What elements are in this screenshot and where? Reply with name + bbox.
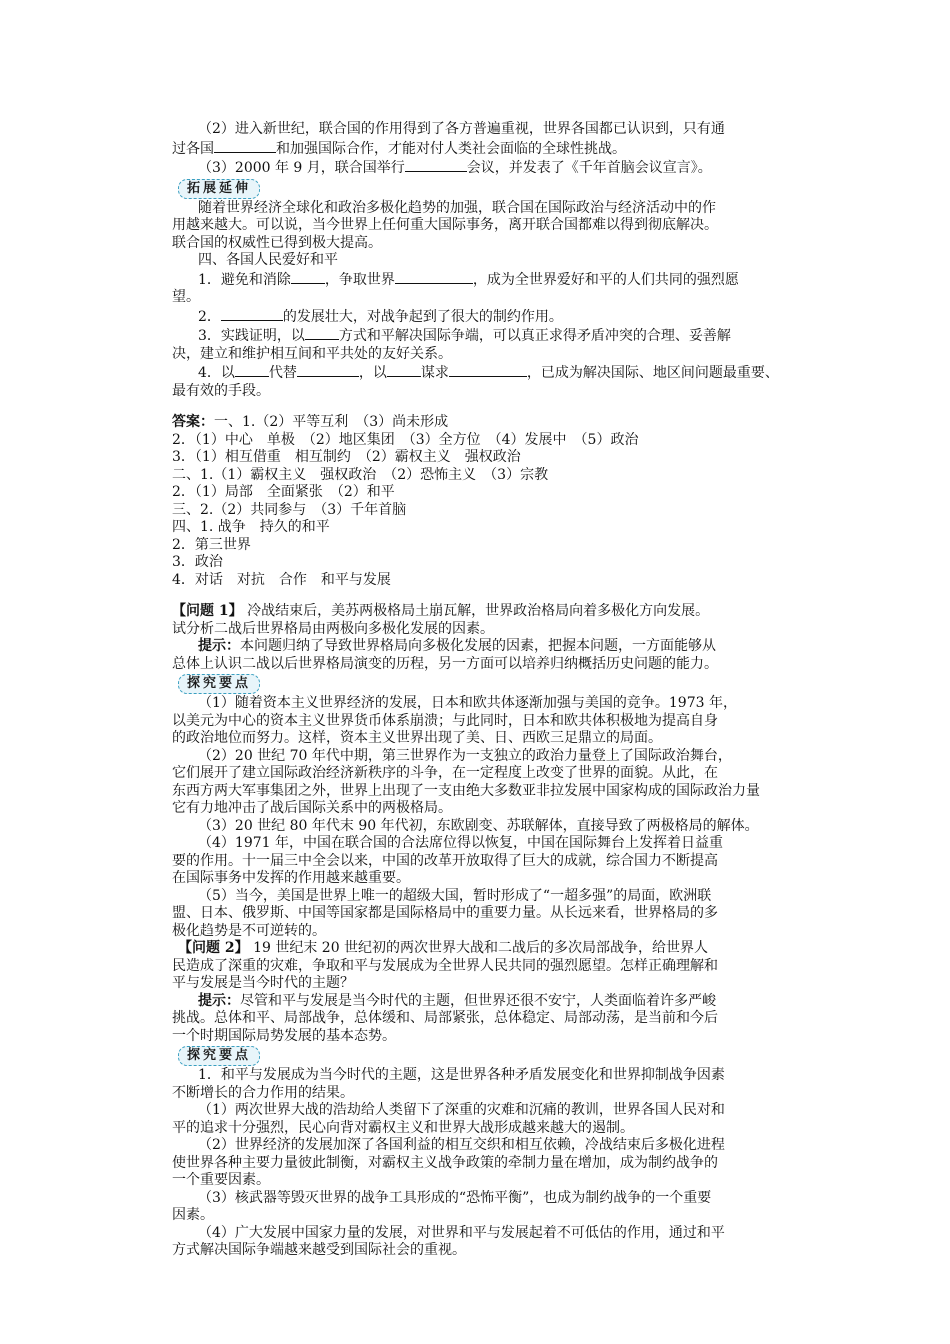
text: ，已成为解决国际、地区间问题最重要、 (526, 365, 779, 381)
paragraph (172, 139, 824, 159)
fill-blank (305, 326, 339, 340)
fill-blank (291, 270, 325, 284)
question-item-cont: 最有效的手段。 (172, 382, 270, 399)
text: 会议，并发表了《千年首脑会议宣言》。 (466, 160, 712, 176)
text: 和加强国际合作，才能对付人类社会面临的全球性挑战。 (276, 140, 626, 157)
paragraph-line: 的政治地位而努力。这样，资本主义世界出现了美、日、西欧三足鼎立的局面。 (172, 730, 662, 746)
question-1 (172, 603, 824, 673)
paragraph-line: （2）世界经济的发展加深了各国利益的相互交织和相互依赖，冷战结束后多极化进程 (198, 1137, 725, 1153)
text: 尽管和平与发展是当今时代的主题，但世界还很不安宁，人类面临着许多严峻 (240, 992, 716, 1009)
text: 谋求 (420, 365, 449, 381)
paragraph-line: 使世界各种主要力量彼此制衡，对霸权主义战争政策的牵制力量在增加，成为制约战争的 (172, 1154, 718, 1171)
hint-text (172, 638, 824, 656)
answer-line: 2．（1）局部 全面紧张 （2）和平 (172, 484, 395, 500)
text: 2． (198, 308, 221, 325)
text: ，争取世界 (324, 271, 395, 288)
hint-text: 挑战。总体和平、局部战争，总体缓和、局部紧张，总体稳定、局部动荡，是当前和今后 (172, 1010, 718, 1026)
paragraph-line: （1）两次世界大战的浩劫给人类留下了深重的灾难和沉痛的教训，世界各国人民对和 (198, 1102, 725, 1118)
question-text (172, 603, 824, 621)
question-item (172, 363, 824, 383)
text: ，成为全世界爱好和平的人们共同的强烈愿 (472, 271, 739, 288)
hint-label: 提示： (198, 638, 240, 654)
answer-line: 四、1. 战争 持久的和平 (172, 519, 330, 535)
answer-line: 二、1.（1）霸权主义 强权政治 （2）恐怖主义 （3）宗教 (172, 466, 549, 483)
paragraph-line: 不断增长的合力作用的结果。 (172, 1084, 354, 1101)
paragraph-line: 一个重要因素。 (172, 1172, 270, 1188)
answer-line: 3．（1）相互借重 相互制约 （2）霸权主义 强权政治 (172, 449, 521, 465)
fill-blank (387, 363, 421, 377)
paragraph-line: 它们展开了建立国际政治经济新秩序的斗争，在一定程度上改变了世界的面貌。从此，在 (172, 765, 718, 781)
fill-blank (297, 363, 359, 377)
hint-text (172, 993, 824, 1011)
text: 过各国 (172, 140, 214, 157)
question-item-cont: 决，建立和维护相互间和平共处的友好关系。 (172, 345, 452, 362)
question-label: 【问题 2】 (178, 940, 249, 956)
fill-blank (449, 363, 527, 377)
section-title: 四、各国人民爱好和平 (198, 252, 338, 268)
text: 3．实践证明，以 (198, 328, 305, 344)
paragraph-line: （4）1971 年，中国在联合国的合法席位得以恢复，中国在国际舞台上发挥着日益重 (198, 835, 723, 851)
question-item (172, 307, 824, 327)
paragraph-line: 要的作用。十一届三中全会以来，中国的改革开放取得了巨大的成就，综合国力不断提高 (172, 852, 718, 869)
paragraph-line: 平的追求十分强烈，民心向背对霸权主义和世界大战形成越来越大的遏制。 (172, 1119, 634, 1136)
text: 冷战结束后，美苏两极格局土崩瓦解，世界政治格局向着多极化方向发展。 (242, 603, 710, 619)
section-badge-explore: 探究要点 (178, 1046, 260, 1066)
section-badge-explore: 探究要点 (178, 674, 260, 694)
fill-blank (221, 307, 283, 321)
paragraph: 用越来越大。可以说，当今世界上任何重大国际事务，离开联合国都难以得到彻底解决。 (172, 217, 718, 233)
answer-line: 2．第三世界 (172, 536, 251, 553)
paragraph-line: （2）20 世纪 70 年代中期，第三世界作为一支独立的政治力量登上了国际政治舞台， (198, 747, 732, 764)
question-item-cont: 望。 (172, 289, 200, 305)
paragraph-line: 因素。 (172, 1207, 214, 1223)
text: 本问题归纳了导致世界格局向多极化发展的因素，把握本问题，一方面能够从 (240, 638, 716, 654)
question-2 (172, 940, 824, 1045)
text: （3）2000 年 9 月，联合国举行 (198, 160, 405, 176)
paragraph-line: （3）20 世纪 80 年代末 90 年代初，东欧剧变、苏联解体，直接导致了两极格局的解体。 (198, 817, 759, 834)
text: 4．以 (198, 365, 235, 381)
paragraph (172, 158, 824, 178)
answer-line: 3．政治 (172, 554, 223, 570)
text: 19 世纪末 20 世纪初的两次世界大战和二战后的多次局部战争，给世界人 (248, 940, 709, 956)
fill-blank (395, 270, 473, 284)
question-text (172, 940, 824, 958)
answer-line: 三、2.（2）共同参与 （3）千年首脑 (172, 501, 407, 518)
answer-label: 答案： (172, 414, 214, 430)
question-label: 【问题 1】 (172, 603, 243, 619)
paragraph-line: （3）核武器等毁灭世界的战争工具形成的“恐怖平衡”，也成为制约战争的一个重要 (198, 1189, 712, 1206)
text: ，以 (358, 365, 387, 381)
answer-line: 4．对话 对抗 合作 和平与发展 (172, 571, 391, 588)
paragraph-line: 东西方两大军事集团之外，世界上出现了一支由绝大多数亚非拉发展中国家构成的国际政治力量 (172, 782, 760, 799)
hint-text: 一个时期国际局势发展的基本态势。 (172, 1027, 396, 1044)
fill-blank (214, 139, 276, 153)
paragraph-line: （4）广大发展中国家力量的发展，对世界和平与发展起着不可低估的作用，通过和平 (198, 1224, 725, 1241)
hint-text: 总体上认识二战以后世界格局演变的历程，另一方面可以培养归纳概括历史问题的能力。 (172, 655, 718, 672)
paragraph-line: 方式解决国际争端越来越受到国际社会的重视。 (172, 1242, 466, 1258)
question-item (172, 270, 824, 290)
paragraph-line: 它有力地冲击了战后国际关系中的两极格局。 (172, 800, 452, 816)
text: 方式和平解决国际争端，可以真正求得矛盾冲突的合理、妥善解 (338, 328, 731, 344)
text: 代替 (268, 365, 297, 381)
paragraph-line: 极化趋势是不可逆转的。 (172, 922, 326, 939)
explore-block-2 (172, 1067, 824, 1260)
text: 一、1.（2）平等互利 （3）尚未形成 (214, 414, 449, 430)
question-text: 试分析二战后世界格局由两极向多极化发展的因素。 (172, 620, 494, 637)
answer-line (172, 414, 824, 432)
extension-block (172, 200, 824, 253)
section-four (172, 252, 824, 400)
section-badge-extension: 拓展延伸 (178, 179, 260, 199)
question-text: 平与发展是当今时代的主题？ (172, 975, 354, 991)
paragraph-line: 盟、日本、俄罗斯、中国等国家都是国际格局中的重要力量。从长远来看，世界格局的多 (172, 905, 718, 921)
fill-blank (235, 363, 269, 377)
paragraph: 联合国的权威性已得到极大提高。 (172, 234, 382, 251)
paragraph-line: （5）当今，美国是世界上唯一的超级大国，暂时形成了“一超多强”的局面，欧洲联 (198, 887, 712, 904)
paragraph-line: 在国际事务中发挥的作用越来越重要。 (172, 870, 410, 886)
question-item (172, 326, 824, 346)
fill-blank (405, 158, 467, 172)
page-content (172, 121, 824, 1260)
answer-line: 2．（1）中心 单极 （2）地区集团 （3）全方位 （4）发展中 （5）政治 (172, 431, 639, 448)
paragraph-line: 1．和平与发展成为当今时代的主题，这是世界各种矛盾发展变化和世界抑制战争因素 (198, 1067, 725, 1083)
answer-block (172, 414, 824, 589)
paragraph-line: 以美元为中心的资本主义世界货币体系崩溃；与此同时，日本和欧共体积极地为提高自身 (172, 712, 718, 729)
explore-block-1 (172, 695, 824, 940)
text: 的发展壮大，对战争起到了很大的制约作用。 (282, 308, 563, 325)
paragraph-line: （1）随着资本主义世界经济的发展，日本和欧共体逐渐加强与美国的竞争。1973 年， (198, 695, 737, 711)
hint-label: 提示： (198, 992, 240, 1009)
paragraph: （2）进入新世纪，联合国的作用得到了各方普遍重视，世界各国都已认识到，只有通 (198, 121, 725, 137)
text: 1．避免和消除 (198, 271, 291, 288)
question-text: 民造成了深重的灾难，争取和平与发展成为全世界人民共同的强烈愿望。怎样正确理解和 (172, 957, 718, 974)
paragraph: 随着世界经济全球化和政治多极化趋势的加强，联合国在国际政治与经济活动中的作 (198, 199, 716, 216)
